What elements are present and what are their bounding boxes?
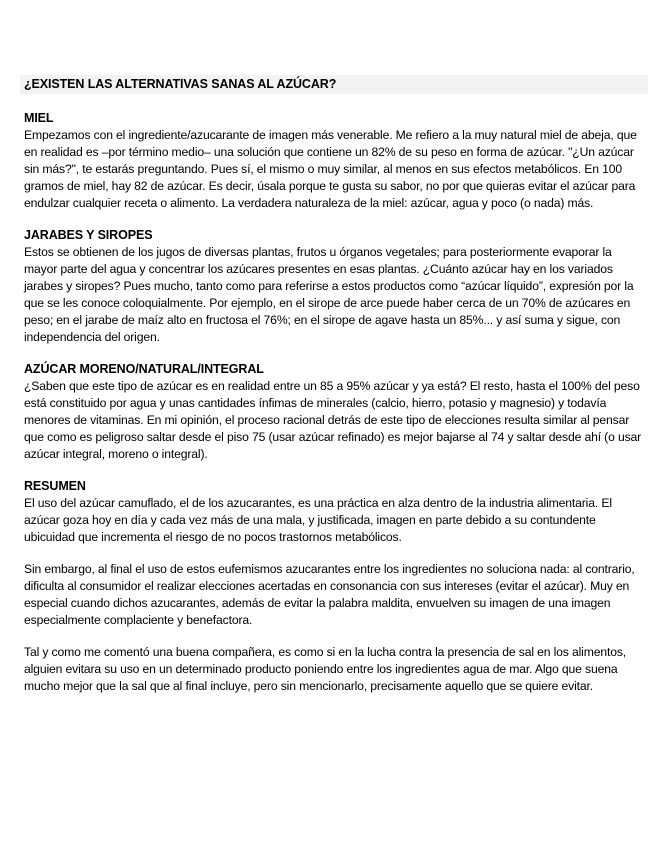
section-paragraph: ¿Saben que este tipo de azúcar es en realidad entre un 85 a 95% azúcar y ya está? El resto, hasta el 100% del peso está constituido por agua y unas cantidades ínfimas de minerales (calcio, hierro, potasio y magnesio) y todavía menores de vitaminas. En mi opinión, el proceso racional detrás de este tipo de elecciones resulta similar al pensar que como es peligroso saltar desde el piso 75 (usar azúcar refinado) es mejor bajarse al 74 y saltar desde ahí (o usar azúcar integral, moreno o integral). [24, 379, 642, 461]
section-heading: MIEL [24, 111, 54, 125]
section-paragraph: Estos se obtienen de los jugos de diversas plantas, frutos u órganos vegetales; para posteriormente evaporar la mayor parte del agua y concentrar los azúcares presentes en esas plantas. ¿Cuánto azúcar hay en los variados jarabes y siropes? Pues mucho, tanto como para referirse a estos productos como “azúcar líquido”, expresión por la que se les conoce coloquialmente. Por ejemplo, en el sirope de arce puede haber cerca de un 70% de azúcares en peso; en el jarabe de maíz alto en fructosa el 76%; en el sirope de agave hasta un 85%... y así suma y sigue, con independencia del origen. [24, 245, 634, 344]
section-heading: JARABES Y SIROPES [24, 228, 153, 242]
section-resumen [24, 478, 646, 695]
document-body [24, 110, 646, 710]
section-jarabes-siropes [24, 227, 646, 346]
section-paragraph: Sin embargo, al final el uso de estos eufemismos azucarantes entre los ingredientes no soluciona nada: al contrario, dificulta al consumidor el realizar elecciones acertadas en consonancia con sus intereses (evitar el azúcar). Muy en especial cuando dichos azucarantes, además de evitar la palabra maldita, envuelven su imagen de una imagen especialmente complaciente y benefactora. [24, 562, 635, 627]
section-paragraph: El uso del azúcar camuflado, el de los azucarantes, es una práctica en alza dentro de la industria alimentaria. El azúcar goza hoy en día y cada vez más de una mala, y justificada, imagen en parte debido a su contundente ubicuidad que incrementa el riesgo de no pocos trastornos metabólicos. [24, 496, 612, 544]
section-heading: RESUMEN [24, 479, 86, 493]
section-heading: AZÚCAR MORENO/NATURAL/INTEGRAL [24, 362, 264, 376]
section-paragraph: Tal y como me comentó una buena compañera, es como si en la lucha contra la presencia de sal en los alimentos, alguien evitara su uso en un determinado producto poniendo entre los ingredientes agua de mar. Algo que suena mucho mejor que la sal que al final incluye, pero sin mencionarlo, precisamente aquello que se quiere evitar. [24, 645, 627, 693]
section-miel [24, 110, 646, 212]
document-title: ¿EXISTEN LAS ALTERNATIVAS SANAS AL AZÚCAR? [24, 77, 337, 91]
section-paragraph: Empezamos con el ingrediente/azucarante de imagen más venerable. Me refiero a la muy natural miel de abeja, que en realidad es –por término medio– una solución que contiene un 82% de su peso en forma de azúcar. "¿Un azúcar sin más?", te estarás preguntando. Pues sí, el mismo o muy similar, al menos en sus efectos metabólicos. En 100 gramos de miel, hay 82 de azúcar. Es decir, úsala porque te gusta su sabor, no por que quieras evitar el azúcar para endulzar cualquier receta o alimento. La verdadera naturaleza de la miel: azúcar, agua y poco (o nada) más. [24, 128, 637, 210]
section-azucar-moreno [24, 361, 646, 463]
